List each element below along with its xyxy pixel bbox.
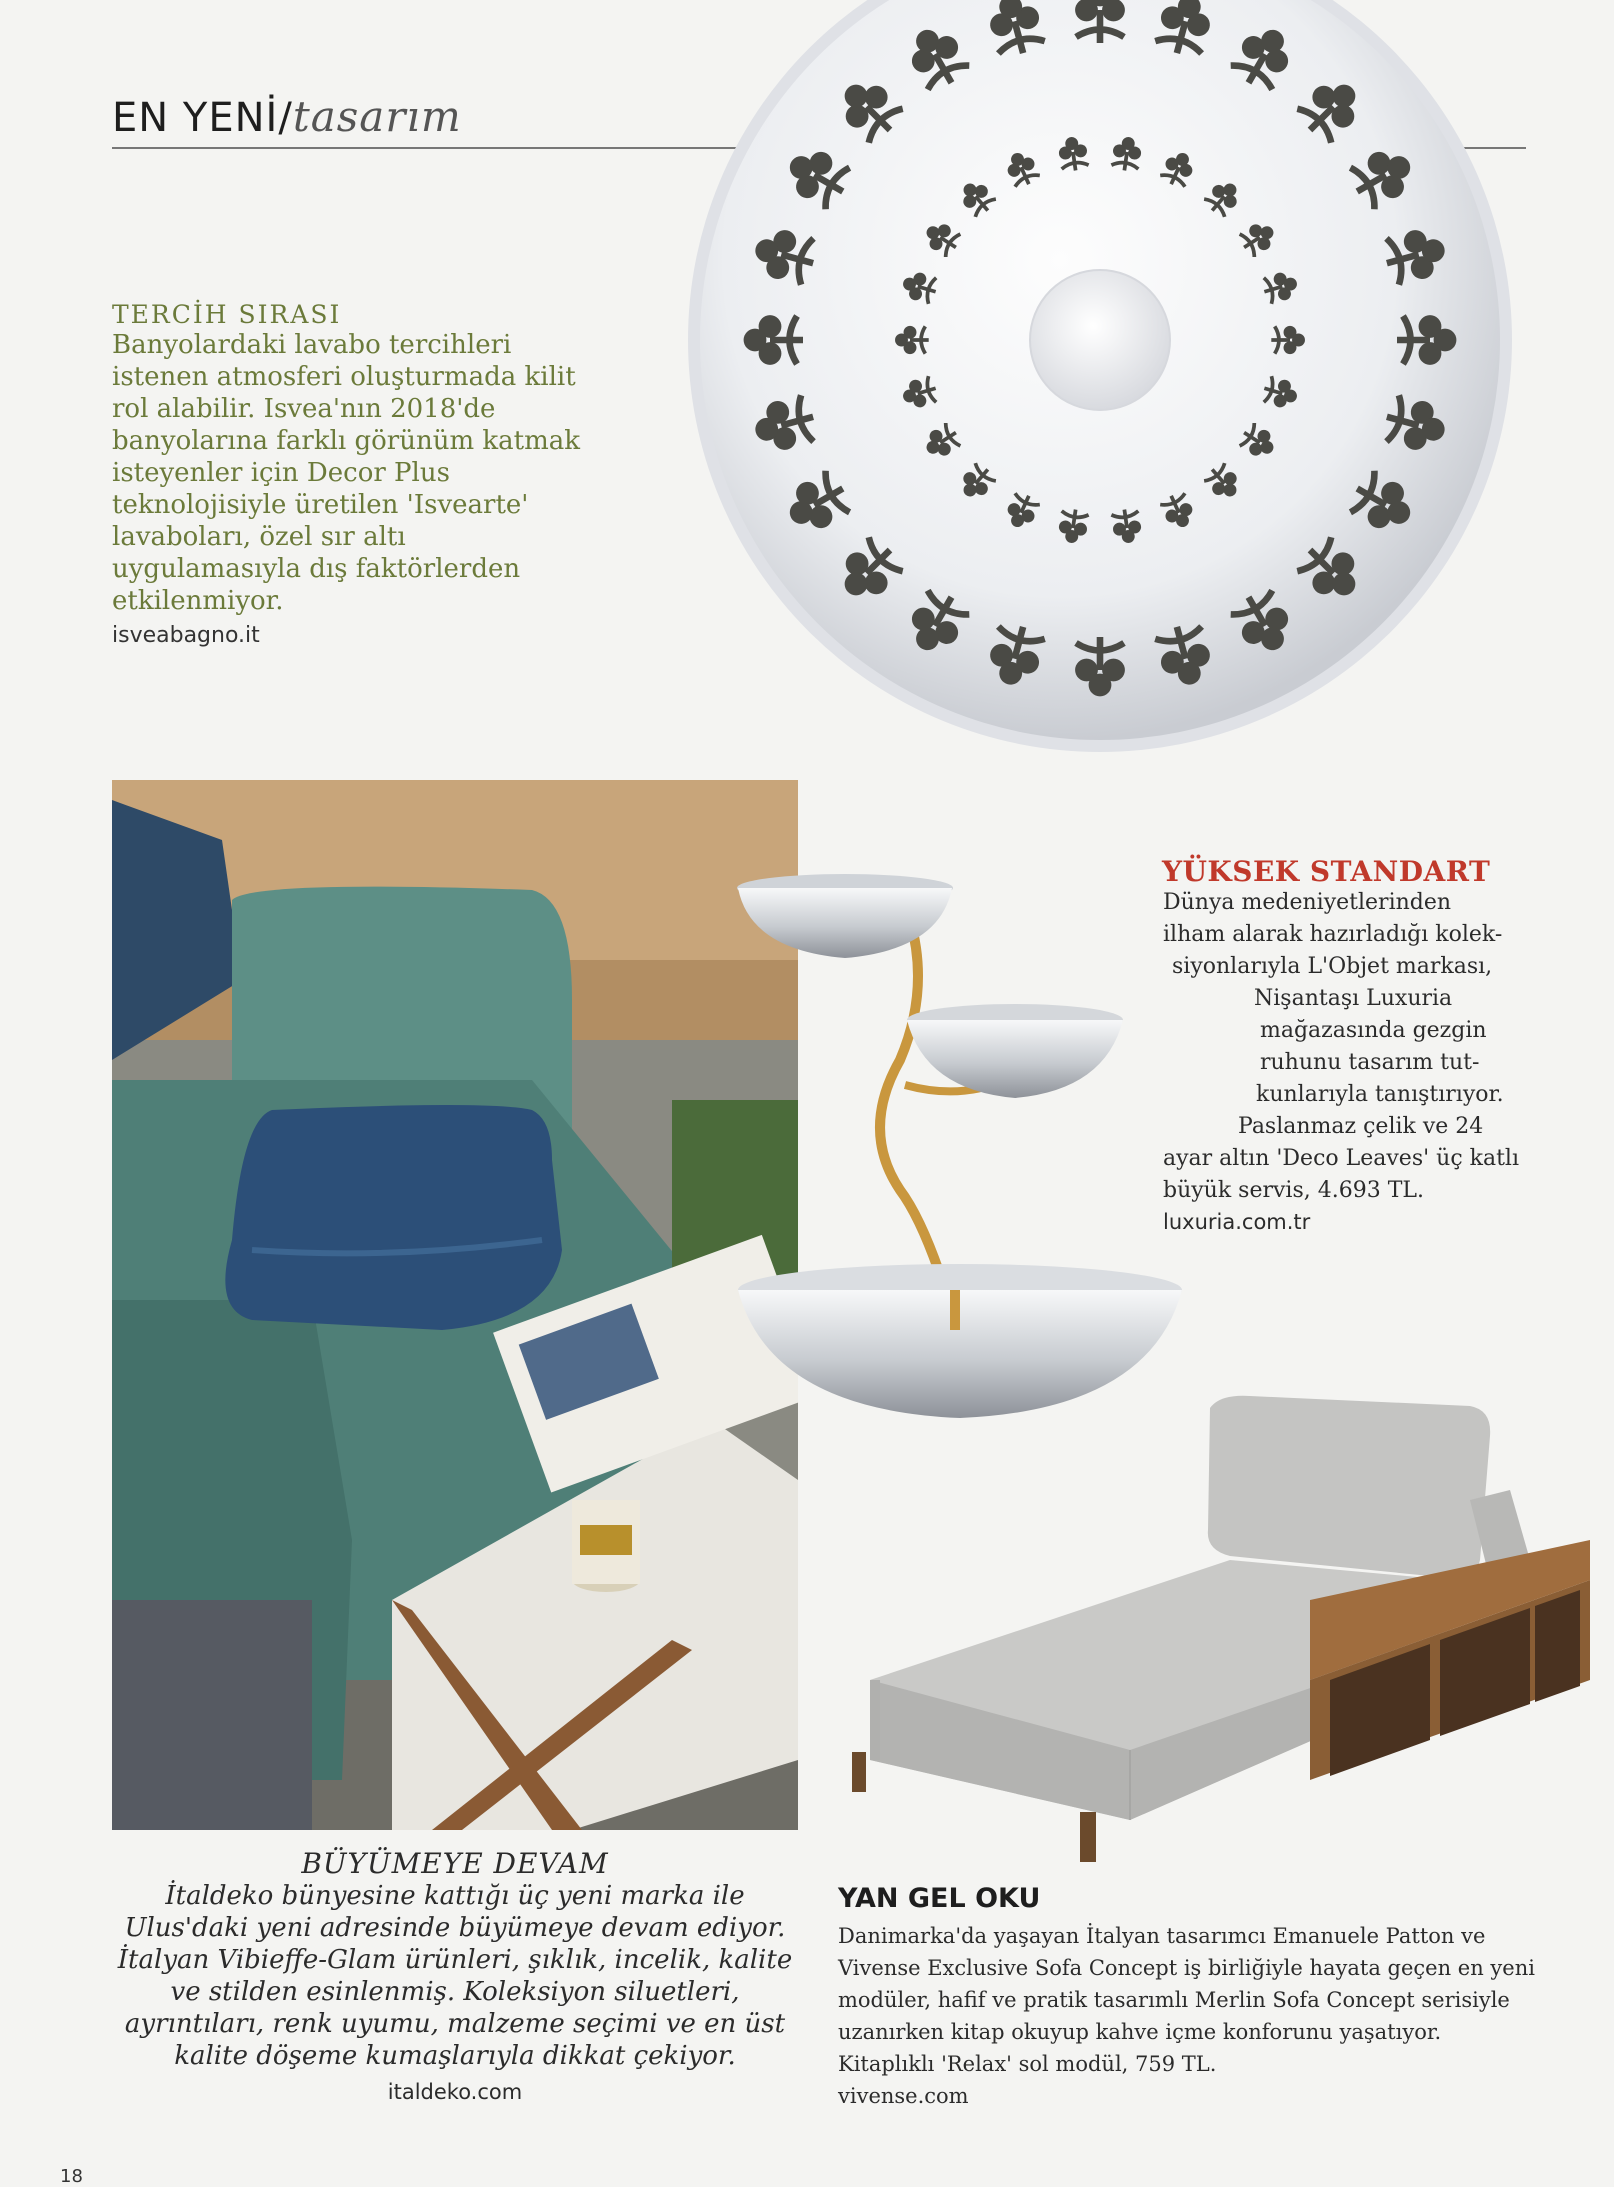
article-line: mağazasında gezgin (1260, 1018, 1487, 1043)
washbasin-image (670, 0, 1530, 790)
sofa-photo (112, 780, 798, 1830)
article-body: Danimarka'da yaşayan İtalyan tasarımcı Emanuele Patton ve Vivense Exclusive Sofa Concept iş birliğiyle hayata geçen en yeni modüler, hafif ve pratik tasarımlı Merlin Sofa Concept serisiyle uzanırken kitap okuyup kahve içme konforunu yaşatıyor. Kitaplıklı 'Relax' sol modül, 759 TL. (838, 1924, 1535, 2076)
article-line: Paslanmaz çelik ve 24 (1238, 1114, 1484, 1139)
article-url: luxuria.com.tr (1163, 1210, 1311, 1234)
section-header (112, 92, 462, 141)
article-url: isveabagno.it (112, 623, 260, 648)
article-body: İtaldeko bünyesine kattığı üç yeni marka ile Ulus'daki yeni adresinde büyümeye devam ediyor. İtalyan Vibieffe-Glam ürünleri, şıklık, incelik, kalite ve stilden esinlenmiş. Koleksiyon siluetleri, ayrıntıları, renk uyumu, malzeme seçimi ve en üst kalite döşeme kumaşlarıyla dikkat çekiyor. (117, 1881, 793, 2071)
page-number: 18 (60, 2166, 83, 2187)
article-buyumeye-devam (112, 1847, 798, 2104)
article-title: BÜYÜMEYE DEVAM (301, 1847, 609, 1880)
article-tercih-sirasi (112, 300, 582, 648)
article-title: YÜKSEK STANDART (1162, 855, 1491, 888)
article-url: italdeko.com (387, 2080, 523, 2104)
article-line: büyük servis, 4.693 TL. (1163, 1178, 1424, 1203)
article-line: Nişantaşı Luxuria (1254, 986, 1453, 1011)
article-title: TERCİH SIRASI (112, 300, 342, 329)
article-line: ayar altın 'Deco Leaves' üç katlı (1163, 1146, 1519, 1171)
chaise-lounge-image (830, 1380, 1600, 1900)
header-main: EN YENİ/ (112, 95, 293, 141)
article-title: YAN GEL OKU (838, 1883, 1041, 1914)
tiered-stand-image (730, 870, 1200, 1430)
article-line: siyonlarıyla L'Objet markası, (1172, 954, 1493, 979)
article-url: vivense.com (838, 2084, 969, 2108)
article-line: ilham alarak hazırladığı kolek- (1163, 922, 1503, 947)
article-line: kunlarıyla tanıştırıyor. (1256, 1082, 1504, 1107)
header-sub: tasarım (292, 92, 462, 141)
article-line: ruhunu tasarım tut- (1260, 1050, 1480, 1075)
article-line: Dünya medeniyetlerinden (1163, 890, 1452, 915)
article-body: Banyolardaki lavabo tercihleri istenen atmosferi oluşturmada kilit rol alabilir. Isvea'nın 2018'de banyolarına farklı görünüm katmak isteyenler için Decor Plus teknolojisiyle üretilen 'Isvearte' lavaboları, özel sır altı uygulamasıyla dış faktörlerden etkilenmiyor. (112, 330, 580, 616)
article-yan-gel-oku (838, 1883, 1538, 2112)
